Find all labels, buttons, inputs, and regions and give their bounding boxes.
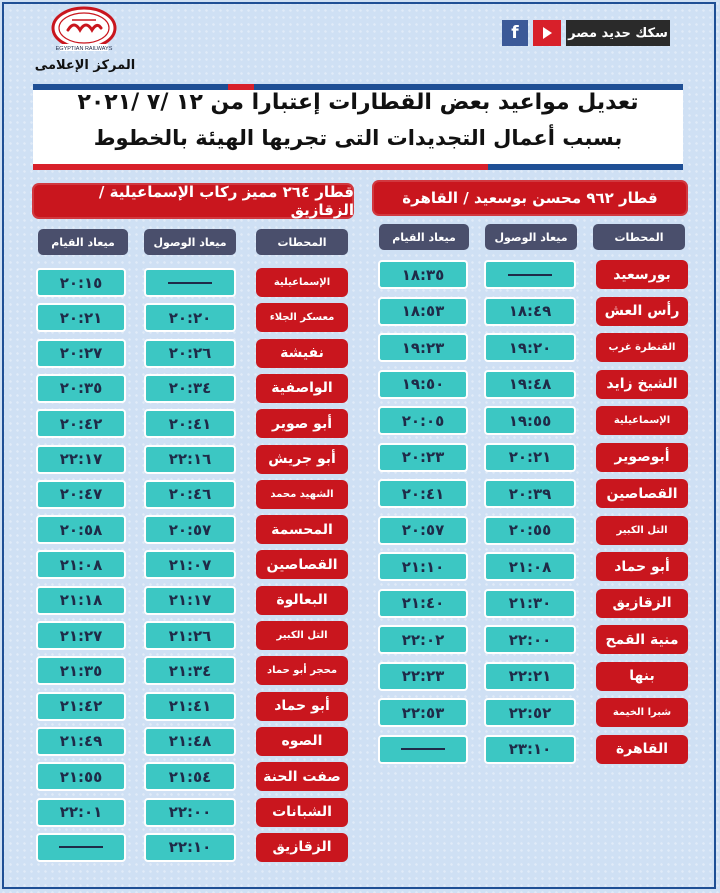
station-cell: الصوه bbox=[256, 727, 348, 756]
arrival-time-cell: ٢١:٠٨ bbox=[484, 552, 576, 581]
departure-time-cell: ٢٠:٥٨ bbox=[36, 515, 126, 544]
arrival-time-cell: ٢٢:٢١ bbox=[484, 662, 576, 691]
station-cell: المحسمة bbox=[256, 515, 348, 544]
departure-time-cell: ٢٠:٠٥ bbox=[378, 406, 468, 435]
station-cell: القاهرة bbox=[596, 735, 688, 764]
arrival-time-cell: ٢٠:٤١ bbox=[144, 409, 236, 438]
station-cell: القنطرة غرب bbox=[596, 333, 688, 362]
station-cell: أبو حماد bbox=[256, 692, 348, 721]
station-cell: محجر أبو حماد bbox=[256, 656, 348, 685]
departure-time-cell: ٢٢:٠٢ bbox=[378, 625, 468, 654]
no-time-dash bbox=[401, 748, 445, 750]
youtube-icon[interactable] bbox=[533, 20, 561, 46]
arrival-time-cell: ١٩:٤٨ bbox=[484, 370, 576, 399]
banner-stripe-bottom bbox=[33, 164, 683, 170]
arrival-time-cell bbox=[484, 260, 576, 289]
facebook-icon[interactable]: f bbox=[502, 20, 528, 46]
station-cell: صفت الحنة bbox=[256, 762, 348, 791]
arrival-time-cell: ٢١:٤٨ bbox=[144, 727, 236, 756]
station-cell: الشبانات bbox=[256, 798, 348, 827]
departure-time-cell: ٢٢:٠١ bbox=[36, 798, 126, 827]
media-center-label: المركز الإعلامى bbox=[34, 58, 136, 73]
departure-time-cell: ١٩:٢٣ bbox=[378, 333, 468, 362]
arrival-time-cell: ٢٠:٣٤ bbox=[144, 374, 236, 403]
arrival-time-cell: ٢٢:٠٠ bbox=[144, 798, 236, 827]
station-cell: البعالوة bbox=[256, 586, 348, 615]
departure-time-cell: ٢١:١٠ bbox=[378, 552, 468, 581]
departure-time-cell: ٢١:٣٥ bbox=[36, 656, 126, 685]
right-col-departure: ميعاد القيام bbox=[379, 224, 469, 250]
train-264-title: قطار ٢٦٤ مميز ركاب الإسماعيلية / الزقازيق bbox=[32, 183, 354, 219]
departure-time-cell: ٢١:٠٨ bbox=[36, 550, 126, 579]
arrival-time-cell: ٢٣:١٠ bbox=[484, 735, 576, 764]
station-cell: الزقازيق bbox=[596, 589, 688, 618]
arrival-time-cell: ١٨:٤٩ bbox=[484, 297, 576, 326]
no-time-dash bbox=[168, 282, 212, 284]
station-cell: رأس العش bbox=[596, 297, 688, 326]
station-cell: الشيخ زايد bbox=[596, 370, 688, 399]
no-time-dash bbox=[508, 274, 552, 276]
arrival-time-cell: ٢٢:١٠ bbox=[144, 833, 236, 862]
arrival-time-cell: ١٩:٥٥ bbox=[484, 406, 576, 435]
departure-time-cell: ٢٠:٤٧ bbox=[36, 480, 126, 509]
station-cell: الواصفية bbox=[256, 374, 348, 403]
station-cell: بورسعيد bbox=[596, 260, 688, 289]
right-col-stations: المحطات bbox=[593, 224, 685, 250]
egyptian-railways-logo bbox=[50, 6, 118, 52]
departure-time-cell: ٢٠:٢٧ bbox=[36, 339, 126, 368]
departure-time-cell: ٢٢:١٧ bbox=[36, 445, 126, 474]
arrival-time-cell: ٢٠:٢٦ bbox=[144, 339, 236, 368]
station-cell: منية القمح bbox=[596, 625, 688, 654]
arrival-time-cell: ٢٢:١٦ bbox=[144, 445, 236, 474]
svg-text:EGYPTIAN RAILWAYS: EGYPTIAN RAILWAYS bbox=[55, 46, 113, 52]
no-time-dash bbox=[59, 846, 103, 848]
departure-time-cell: ١٩:٥٠ bbox=[378, 370, 468, 399]
brand-name: سكك حديد مصر bbox=[568, 25, 668, 41]
arrival-time-cell: ٢٠:٢١ bbox=[484, 443, 576, 472]
station-cell: القصاصين bbox=[596, 479, 688, 508]
station-cell: شبرا الخيمة bbox=[596, 698, 688, 727]
departure-time-cell: ٢١:١٨ bbox=[36, 586, 126, 615]
departure-time-cell: ١٨:٣٥ bbox=[378, 260, 468, 289]
arrival-time-cell: ٢١:٥٤ bbox=[144, 762, 236, 791]
title-line-2: بسبب أعمال التجديدات التى تجريها الهيئة بالخطوط bbox=[93, 126, 623, 150]
title-line-1: تعديل مواعيد بعض القطارات إعتبارا من ١٢ /٧ /٢٠٢١ bbox=[77, 90, 639, 115]
arrival-time-cell: ٢٠:٢٠ bbox=[144, 303, 236, 332]
departure-time-cell bbox=[36, 833, 126, 862]
departure-time-cell bbox=[378, 735, 468, 764]
station-cell: أبو جريش bbox=[256, 445, 348, 474]
station-cell: الإسماعيلية bbox=[596, 406, 688, 435]
arrival-time-cell: ٢١:٢٦ bbox=[144, 621, 236, 650]
left-col-departure: ميعاد القيام bbox=[38, 229, 128, 255]
station-cell: بنها bbox=[596, 662, 688, 691]
departure-time-cell: ٢١:٤٩ bbox=[36, 727, 126, 756]
arrival-time-cell: ٢٢:٥٢ bbox=[484, 698, 576, 727]
arrival-time-cell: ٢١:٣٠ bbox=[484, 589, 576, 618]
station-cell: نفيشة bbox=[256, 339, 348, 368]
station-cell: معسكر الجلاء bbox=[256, 303, 348, 332]
arrival-time-cell: ٢٢:٠٠ bbox=[484, 625, 576, 654]
title-banner bbox=[33, 84, 683, 170]
arrival-time-cell: ٢١:٤١ bbox=[144, 692, 236, 721]
train-962-title: قطار ٩٦٢ محسن بوسعيد / القاهرة bbox=[372, 180, 688, 216]
arrival-time-cell: ٢١:٣٤ bbox=[144, 656, 236, 685]
arrival-time-cell: ٢١:١٧ bbox=[144, 586, 236, 615]
departure-time-cell: ٢٠:٤٢ bbox=[36, 409, 126, 438]
right-col-arrival: ميعاد الوصول bbox=[485, 224, 577, 250]
departure-time-cell: ٢١:٤٢ bbox=[36, 692, 126, 721]
departure-time-cell: ٢٠:٤١ bbox=[378, 479, 468, 508]
arrival-time-cell: ٢٠:٤٦ bbox=[144, 480, 236, 509]
departure-time-cell: ٢٠:١٥ bbox=[36, 268, 126, 297]
brand-badge[interactable] bbox=[566, 20, 670, 46]
left-col-stations: المحطات bbox=[256, 229, 348, 255]
arrival-time-cell: ٢١:٠٧ bbox=[144, 550, 236, 579]
departure-time-cell: ٢٠:٢٣ bbox=[378, 443, 468, 472]
departure-time-cell: ١٨:٥٣ bbox=[378, 297, 468, 326]
departure-time-cell: ٢٠:٢١ bbox=[36, 303, 126, 332]
left-col-arrival: ميعاد الوصول bbox=[144, 229, 236, 255]
arrival-time-cell: ١٩:٢٠ bbox=[484, 333, 576, 362]
station-cell: أبو حماد bbox=[596, 552, 688, 581]
station-cell: التل الكبير bbox=[596, 516, 688, 545]
arrival-time-cell: ٢٠:٥٥ bbox=[484, 516, 576, 545]
departure-time-cell: ٢١:٢٧ bbox=[36, 621, 126, 650]
departure-time-cell: ٢١:٤٠ bbox=[378, 589, 468, 618]
station-cell: الإسماعيلية bbox=[256, 268, 348, 297]
station-cell: الشهيد محمد bbox=[256, 480, 348, 509]
departure-time-cell: ٢٠:٣٥ bbox=[36, 374, 126, 403]
arrival-time-cell: ٢٠:٥٧ bbox=[144, 515, 236, 544]
station-cell: التل الكبير bbox=[256, 621, 348, 650]
station-cell: القصاصين bbox=[256, 550, 348, 579]
arrival-time-cell bbox=[144, 268, 236, 297]
station-cell: الزقازيق bbox=[256, 833, 348, 862]
station-cell: أبو صوير bbox=[256, 409, 348, 438]
departure-time-cell: ٢١:٥٥ bbox=[36, 762, 126, 791]
arrival-time-cell: ٢٠:٣٩ bbox=[484, 479, 576, 508]
station-cell: أبوصوير bbox=[596, 443, 688, 472]
departure-time-cell: ٢٠:٥٧ bbox=[378, 516, 468, 545]
departure-time-cell: ٢٢:٥٣ bbox=[378, 698, 468, 727]
departure-time-cell: ٢٢:٢٣ bbox=[378, 662, 468, 691]
